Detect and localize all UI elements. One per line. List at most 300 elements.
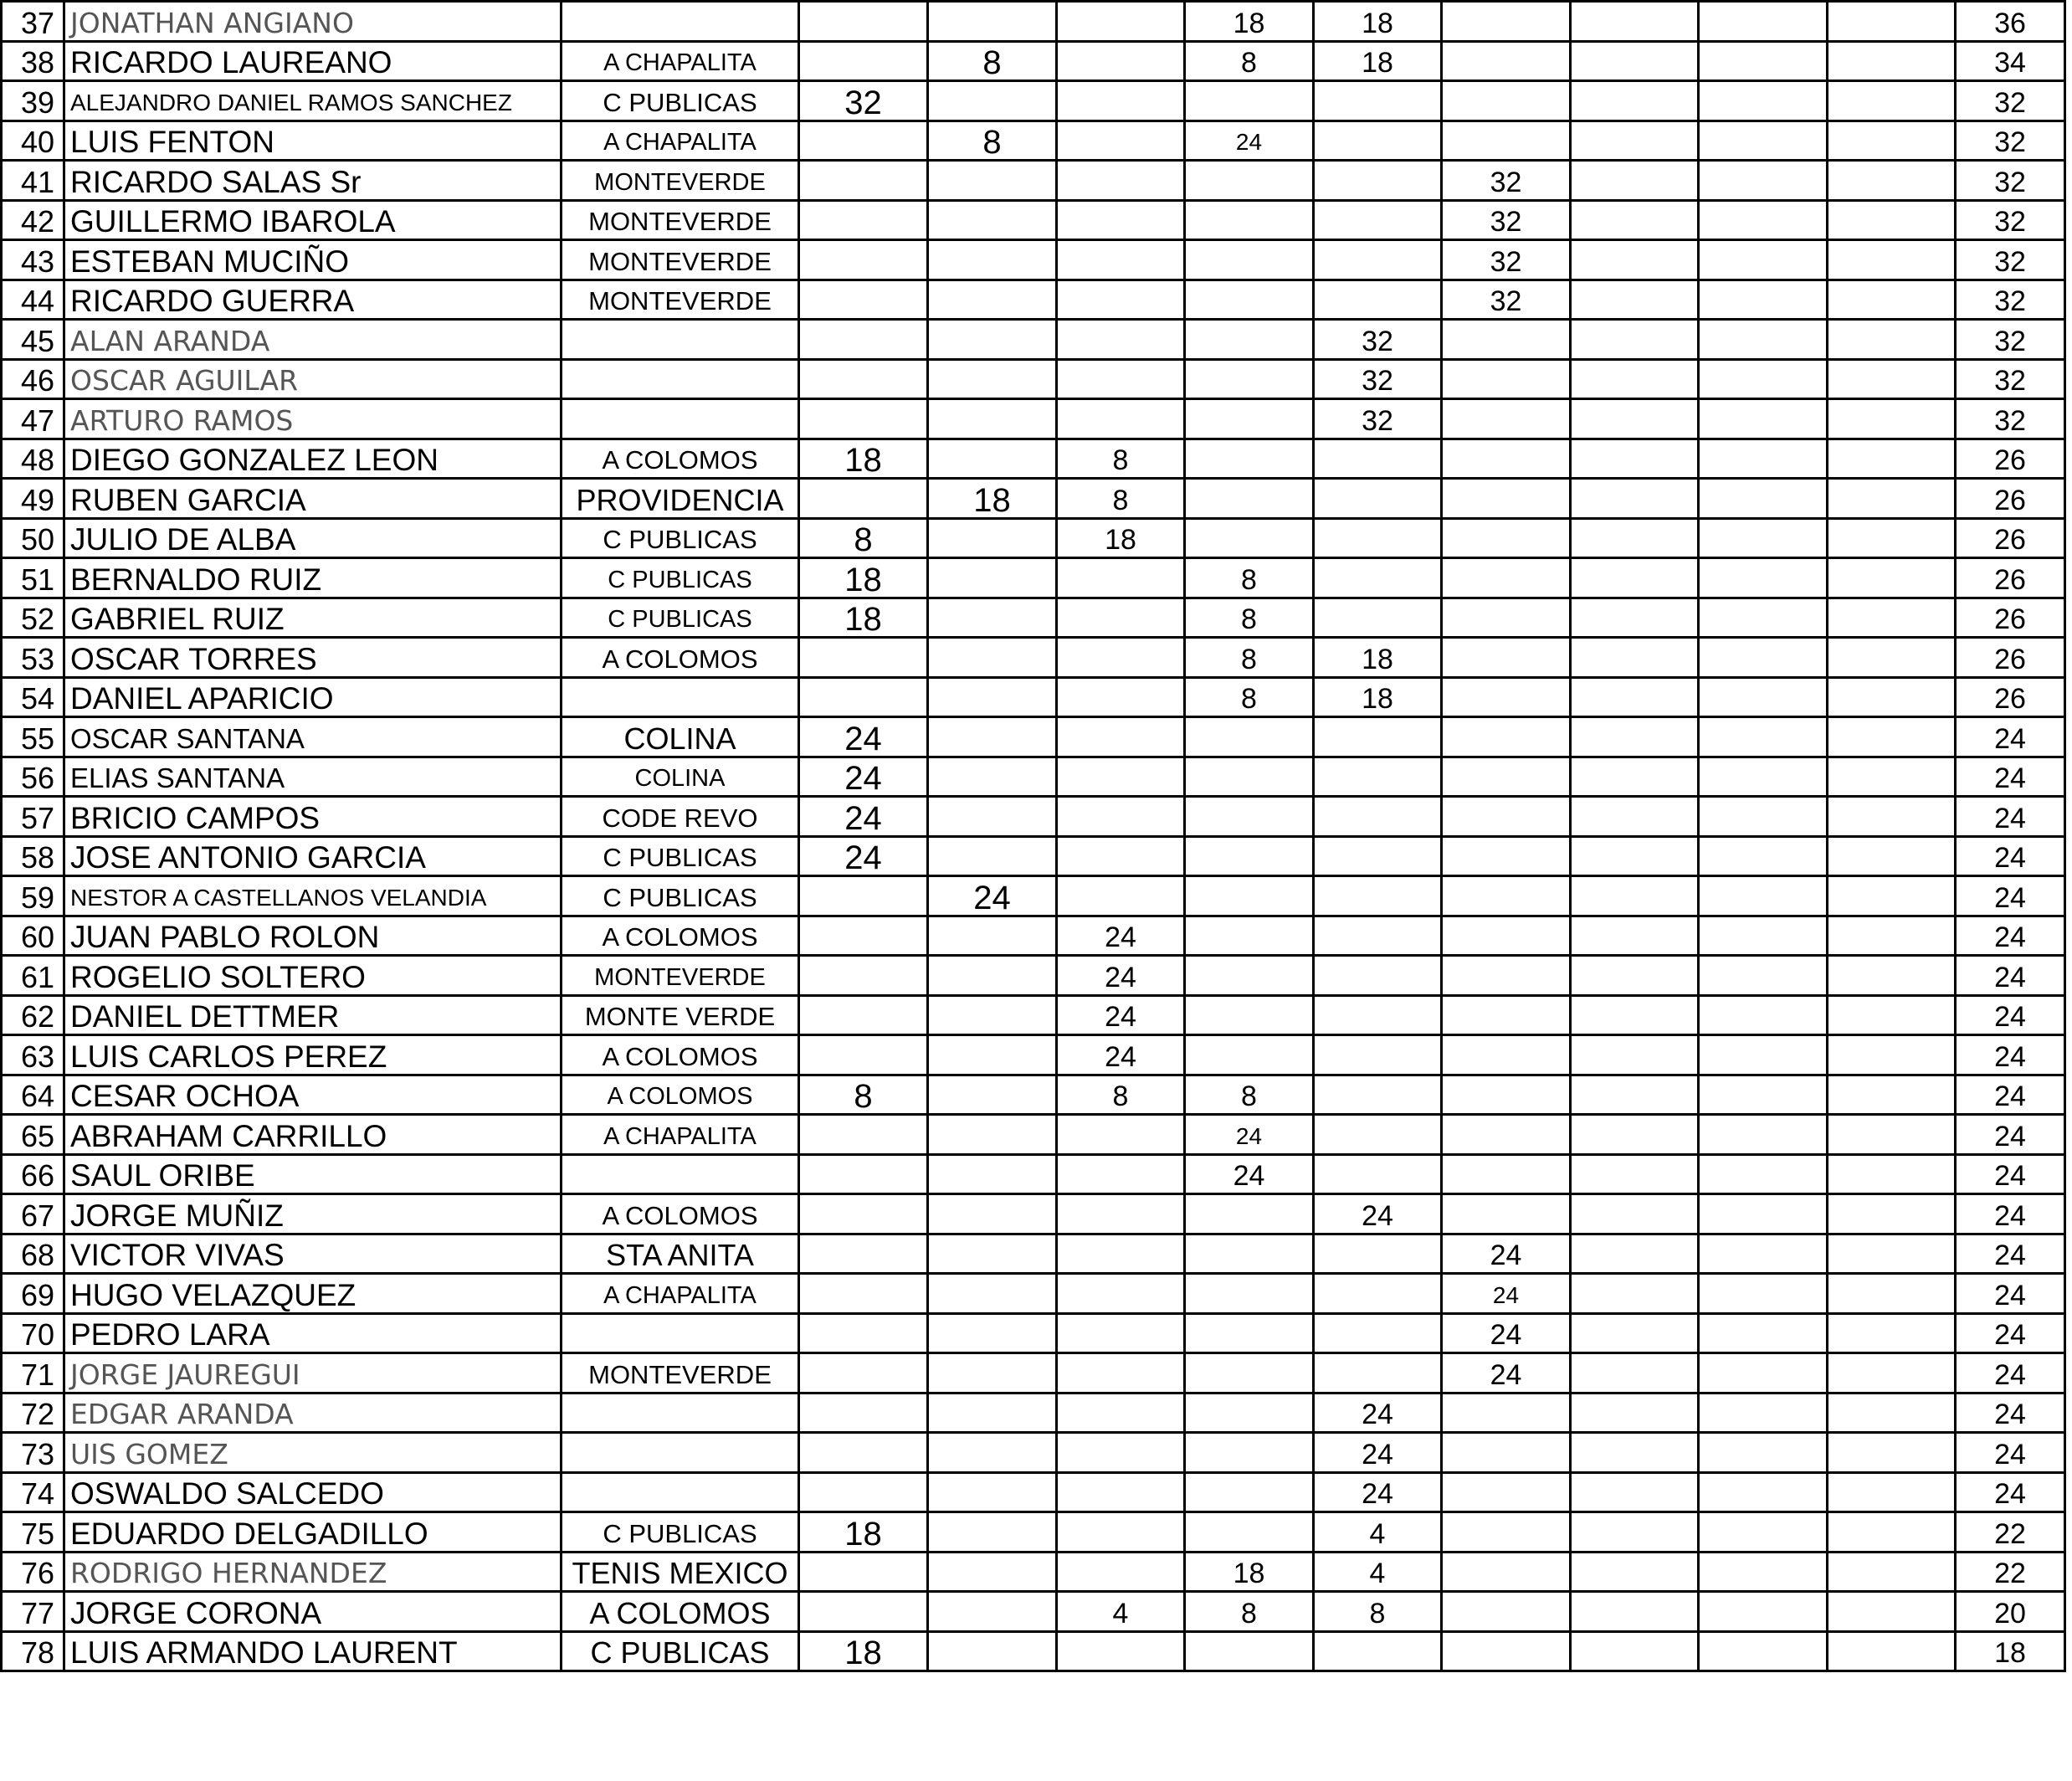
player-name-cell: ESTEBAN MUCIÑO bbox=[64, 240, 562, 280]
tournament-points-cell-2 bbox=[928, 1154, 1057, 1194]
tournament-points-cell-4 bbox=[1185, 797, 1314, 837]
tournament-points-cell-7 bbox=[1571, 399, 1699, 439]
table-row bbox=[2, 1154, 2065, 1194]
tournament-points-cell-1 bbox=[799, 1552, 928, 1592]
total-points-cell: 24 bbox=[1956, 1075, 2065, 1115]
tournament-points-cell-1: 24 bbox=[799, 836, 928, 876]
tournament-points-cell-8 bbox=[1699, 717, 1828, 757]
tournament-points-cell-2: 24 bbox=[928, 876, 1057, 916]
table-row bbox=[2, 956, 2065, 996]
tournament-points-cell-5 bbox=[1314, 280, 1442, 320]
player-name-cell: HUGO VELAZQUEZ bbox=[64, 1274, 562, 1314]
ranking-rows bbox=[2, 2, 2065, 1671]
tournament-points-cell-9 bbox=[1828, 1274, 1956, 1314]
tournament-points-cell-2 bbox=[928, 1552, 1057, 1592]
tournament-points-cell-6 bbox=[1442, 2, 1571, 42]
tournament-points-cell-7 bbox=[1571, 1592, 1699, 1632]
rank-cell: 61 bbox=[2, 956, 64, 996]
tournament-points-cell-9 bbox=[1828, 439, 1956, 479]
total-points-cell: 32 bbox=[1956, 81, 2065, 121]
tournament-points-cell-3: 18 bbox=[1057, 518, 1185, 558]
tournament-points-cell-7 bbox=[1571, 995, 1699, 1035]
tournament-points-cell-9 bbox=[1828, 320, 1956, 360]
total-points-cell: 24 bbox=[1956, 717, 2065, 757]
tournament-points-cell-9 bbox=[1828, 1313, 1956, 1353]
tournament-points-cell-9 bbox=[1828, 479, 1956, 519]
tournament-points-cell-6 bbox=[1442, 1075, 1571, 1115]
table-row bbox=[2, 836, 2065, 876]
tournament-points-cell-4 bbox=[1185, 1393, 1314, 1433]
table-row bbox=[2, 598, 2065, 638]
total-points-cell: 24 bbox=[1956, 1313, 2065, 1353]
tournament-points-cell-7 bbox=[1571, 1154, 1699, 1194]
tournament-points-cell-7 bbox=[1571, 161, 1699, 201]
tournament-points-cell-4 bbox=[1185, 161, 1314, 201]
player-name-cell: RICARDO LAUREANO bbox=[64, 41, 562, 81]
tournament-points-cell-9 bbox=[1828, 677, 1956, 717]
player-name-cell: JORGE CORONA bbox=[64, 1592, 562, 1632]
tournament-points-cell-4 bbox=[1185, 1353, 1314, 1393]
tournament-points-cell-5 bbox=[1314, 876, 1442, 916]
tournament-points-cell-3 bbox=[1057, 121, 1185, 161]
tournament-points-cell-2 bbox=[928, 757, 1057, 797]
tournament-points-cell-8 bbox=[1699, 1115, 1828, 1155]
tournament-points-cell-3 bbox=[1057, 757, 1185, 797]
player-name-cell: JUAN PABLO ROLON bbox=[64, 916, 562, 956]
tournament-points-cell-1 bbox=[799, 956, 928, 996]
tournament-points-cell-8 bbox=[1699, 1274, 1828, 1314]
tournament-points-cell-2 bbox=[928, 956, 1057, 996]
rank-cell: 53 bbox=[2, 638, 64, 678]
tournament-points-cell-4 bbox=[1185, 479, 1314, 519]
tournament-points-cell-1: 18 bbox=[799, 1512, 928, 1553]
tournament-points-cell-3 bbox=[1057, 1552, 1185, 1592]
tournament-points-cell-3 bbox=[1057, 797, 1185, 837]
tournament-points-cell-8 bbox=[1699, 1393, 1828, 1433]
tournament-points-cell-2 bbox=[928, 677, 1057, 717]
club-cell: A COLOMOS bbox=[562, 1592, 799, 1632]
rank-cell: 63 bbox=[2, 1035, 64, 1075]
tournament-points-cell-9 bbox=[1828, 1552, 1956, 1592]
tournament-points-cell-9 bbox=[1828, 1194, 1956, 1234]
tournament-points-cell-5 bbox=[1314, 836, 1442, 876]
tournament-points-cell-3 bbox=[1057, 41, 1185, 81]
tournament-points-cell-7 bbox=[1571, 2, 1699, 42]
club-cell: C PUBLICAS bbox=[562, 598, 799, 638]
rank-cell: 56 bbox=[2, 757, 64, 797]
total-points-cell: 32 bbox=[1956, 121, 2065, 161]
tournament-points-cell-4 bbox=[1185, 1433, 1314, 1473]
tournament-points-cell-3 bbox=[1057, 598, 1185, 638]
rank-cell: 39 bbox=[2, 81, 64, 121]
table-row bbox=[2, 797, 2065, 837]
club-cell: PROVIDENCIA bbox=[562, 479, 799, 519]
table-row bbox=[2, 2, 2065, 42]
tournament-points-cell-5 bbox=[1314, 956, 1442, 996]
table-row bbox=[2, 1075, 2065, 1115]
tournament-points-cell-5: 4 bbox=[1314, 1512, 1442, 1553]
tournament-points-cell-4 bbox=[1185, 717, 1314, 757]
player-name-cell: OSCAR TORRES bbox=[64, 638, 562, 678]
tournament-points-cell-6: 24 bbox=[1442, 1353, 1571, 1393]
player-name-cell: RODRIGO HERNANDEZ bbox=[64, 1552, 562, 1592]
tournament-points-cell-4 bbox=[1185, 1512, 1314, 1553]
total-points-cell: 32 bbox=[1956, 200, 2065, 240]
tournament-points-cell-8 bbox=[1699, 1512, 1828, 1553]
tournament-points-cell-1 bbox=[799, 995, 928, 1035]
tournament-points-cell-1: 8 bbox=[799, 1075, 928, 1115]
tournament-points-cell-8 bbox=[1699, 558, 1828, 598]
tournament-points-cell-3: 8 bbox=[1057, 479, 1185, 519]
rank-cell: 60 bbox=[2, 916, 64, 956]
tournament-points-cell-7 bbox=[1571, 1274, 1699, 1314]
tournament-points-cell-3 bbox=[1057, 717, 1185, 757]
tournament-points-cell-9 bbox=[1828, 1075, 1956, 1115]
tournament-points-cell-7 bbox=[1571, 81, 1699, 121]
tournament-points-cell-4: 8 bbox=[1185, 1592, 1314, 1632]
club-cell: MONTEVERDE bbox=[562, 200, 799, 240]
tournament-points-cell-7 bbox=[1571, 1552, 1699, 1592]
tournament-points-cell-3 bbox=[1057, 1472, 1185, 1512]
club-cell: COLINA bbox=[562, 717, 799, 757]
player-name-cell: RICARDO SALAS Sr bbox=[64, 161, 562, 201]
table-row bbox=[2, 1512, 2065, 1553]
player-name-cell: PEDRO LARA bbox=[64, 1313, 562, 1353]
tournament-points-cell-9 bbox=[1828, 717, 1956, 757]
tournament-points-cell-2 bbox=[928, 1075, 1057, 1115]
rank-cell: 73 bbox=[2, 1433, 64, 1473]
tournament-points-cell-7 bbox=[1571, 916, 1699, 956]
tournament-points-cell-6: 24 bbox=[1442, 1274, 1571, 1314]
tournament-points-cell-7 bbox=[1571, 359, 1699, 399]
tournament-points-cell-2 bbox=[928, 1194, 1057, 1234]
tournament-points-cell-5 bbox=[1314, 161, 1442, 201]
tournament-points-cell-1 bbox=[799, 1353, 928, 1393]
tournament-points-cell-7 bbox=[1571, 1035, 1699, 1075]
table-row bbox=[2, 439, 2065, 479]
tournament-points-cell-2 bbox=[928, 598, 1057, 638]
tournament-points-cell-4: 8 bbox=[1185, 558, 1314, 598]
tournament-points-cell-7 bbox=[1571, 956, 1699, 996]
tournament-points-cell-9 bbox=[1828, 876, 1956, 916]
tournament-points-cell-9 bbox=[1828, 121, 1956, 161]
rank-cell: 74 bbox=[2, 1472, 64, 1512]
tournament-points-cell-3 bbox=[1057, 1234, 1185, 1274]
tournament-points-cell-6 bbox=[1442, 41, 1571, 81]
tournament-points-cell-5: 24 bbox=[1314, 1194, 1442, 1234]
table-row bbox=[2, 1194, 2065, 1234]
total-points-cell: 32 bbox=[1956, 240, 2065, 280]
tournament-points-cell-4 bbox=[1185, 916, 1314, 956]
tournament-points-cell-9 bbox=[1828, 956, 1956, 996]
club-cell: C PUBLICAS bbox=[562, 1631, 799, 1671]
tournament-points-cell-5 bbox=[1314, 81, 1442, 121]
tournament-points-cell-1 bbox=[799, 320, 928, 360]
tournament-points-cell-2 bbox=[928, 2, 1057, 42]
tournament-points-cell-3: 24 bbox=[1057, 1035, 1185, 1075]
tournament-points-cell-9 bbox=[1828, 836, 1956, 876]
tournament-points-cell-7 bbox=[1571, 121, 1699, 161]
player-name-cell: EDUARDO DELGADILLO bbox=[64, 1512, 562, 1553]
tournament-points-cell-5 bbox=[1314, 558, 1442, 598]
total-points-cell: 24 bbox=[1956, 956, 2065, 996]
tournament-points-cell-2 bbox=[928, 200, 1057, 240]
tournament-points-cell-8 bbox=[1699, 1035, 1828, 1075]
tournament-points-cell-4 bbox=[1185, 81, 1314, 121]
tournament-points-cell-4 bbox=[1185, 1035, 1314, 1075]
tournament-points-cell-6 bbox=[1442, 359, 1571, 399]
tournament-points-cell-7 bbox=[1571, 1472, 1699, 1512]
rank-cell: 41 bbox=[2, 161, 64, 201]
tournament-points-cell-5 bbox=[1314, 1075, 1442, 1115]
tournament-points-cell-1: 24 bbox=[799, 717, 928, 757]
table-row bbox=[2, 121, 2065, 161]
tournament-points-cell-7 bbox=[1571, 1353, 1699, 1393]
tournament-points-cell-4: 8 bbox=[1185, 1075, 1314, 1115]
tournament-points-cell-2 bbox=[928, 1274, 1057, 1314]
tournament-points-cell-4 bbox=[1185, 1313, 1314, 1353]
tournament-points-cell-3 bbox=[1057, 1393, 1185, 1433]
tournament-points-cell-8 bbox=[1699, 757, 1828, 797]
tournament-points-cell-7 bbox=[1571, 876, 1699, 916]
club-cell bbox=[562, 399, 799, 439]
player-name-cell: CESAR OCHOA bbox=[64, 1075, 562, 1115]
tournament-points-cell-9 bbox=[1828, 1234, 1956, 1274]
rank-cell: 46 bbox=[2, 359, 64, 399]
tournament-points-cell-4: 24 bbox=[1185, 1154, 1314, 1194]
tournament-points-cell-2 bbox=[928, 359, 1057, 399]
rank-cell: 37 bbox=[2, 2, 64, 42]
tournament-points-cell-5: 32 bbox=[1314, 399, 1442, 439]
tournament-points-cell-1 bbox=[799, 161, 928, 201]
tournament-points-cell-1 bbox=[799, 1115, 928, 1155]
total-points-cell: 22 bbox=[1956, 1552, 2065, 1592]
rank-cell: 66 bbox=[2, 1154, 64, 1194]
player-name-cell: ROGELIO SOLTERO bbox=[64, 956, 562, 996]
tournament-points-cell-7 bbox=[1571, 280, 1699, 320]
club-cell bbox=[562, 1472, 799, 1512]
tournament-points-cell-3 bbox=[1057, 359, 1185, 399]
tournament-points-cell-1: 32 bbox=[799, 81, 928, 121]
tournament-points-cell-1 bbox=[799, 1433, 928, 1473]
rank-cell: 59 bbox=[2, 876, 64, 916]
tournament-points-cell-3 bbox=[1057, 836, 1185, 876]
tournament-points-cell-3 bbox=[1057, 200, 1185, 240]
tournament-points-cell-5 bbox=[1314, 439, 1442, 479]
player-name-cell: JONATHAN ANGIANO bbox=[64, 2, 562, 42]
tournament-points-cell-9 bbox=[1828, 1035, 1956, 1075]
table-row bbox=[2, 1433, 2065, 1473]
player-name-cell: DIEGO GONZALEZ LEON bbox=[64, 439, 562, 479]
tournament-points-cell-2 bbox=[928, 320, 1057, 360]
player-name-cell: RICARDO GUERRA bbox=[64, 280, 562, 320]
rank-cell: 52 bbox=[2, 598, 64, 638]
tournament-points-cell-1: 8 bbox=[799, 518, 928, 558]
tournament-points-cell-1 bbox=[799, 479, 928, 519]
tournament-points-cell-8 bbox=[1699, 399, 1828, 439]
tournament-points-cell-4: 24 bbox=[1185, 121, 1314, 161]
table-row bbox=[2, 1631, 2065, 1671]
club-cell bbox=[562, 1393, 799, 1433]
total-points-cell: 24 bbox=[1956, 797, 2065, 837]
tournament-points-cell-5: 8 bbox=[1314, 1592, 1442, 1632]
tournament-points-cell-9 bbox=[1828, 1433, 1956, 1473]
tournament-points-cell-9 bbox=[1828, 797, 1956, 837]
tournament-points-cell-6: 32 bbox=[1442, 200, 1571, 240]
tournament-points-cell-7 bbox=[1571, 757, 1699, 797]
table-row bbox=[2, 1313, 2065, 1353]
tournament-points-cell-1 bbox=[799, 1393, 928, 1433]
table-row bbox=[2, 1274, 2065, 1314]
tournament-points-cell-3 bbox=[1057, 161, 1185, 201]
table-row bbox=[2, 280, 2065, 320]
tournament-points-cell-8 bbox=[1699, 1154, 1828, 1194]
tournament-points-cell-8 bbox=[1699, 1592, 1828, 1632]
player-name-cell: BRICIO CAMPOS bbox=[64, 797, 562, 837]
table-row bbox=[2, 1472, 2065, 1512]
tournament-points-cell-4: 18 bbox=[1185, 2, 1314, 42]
table-row bbox=[2, 1353, 2065, 1393]
player-name-cell: UIS GOMEZ bbox=[64, 1433, 562, 1473]
tournament-points-cell-8 bbox=[1699, 1472, 1828, 1512]
tournament-points-cell-5: 18 bbox=[1314, 677, 1442, 717]
tournament-points-cell-6: 24 bbox=[1442, 1313, 1571, 1353]
tournament-points-cell-6 bbox=[1442, 1154, 1571, 1194]
rank-cell: 72 bbox=[2, 1393, 64, 1433]
tournament-points-cell-8 bbox=[1699, 797, 1828, 837]
tournament-points-cell-3 bbox=[1057, 558, 1185, 598]
tournament-points-cell-3: 4 bbox=[1057, 1592, 1185, 1632]
total-points-cell: 24 bbox=[1956, 1154, 2065, 1194]
tournament-points-cell-9 bbox=[1828, 280, 1956, 320]
tournament-points-cell-6 bbox=[1442, 995, 1571, 1035]
club-cell: MONTEVERDE bbox=[562, 280, 799, 320]
tournament-points-cell-9 bbox=[1828, 995, 1956, 1035]
tournament-points-cell-2: 8 bbox=[928, 41, 1057, 81]
tournament-points-cell-2 bbox=[928, 1353, 1057, 1393]
table-row bbox=[2, 200, 2065, 240]
table-row bbox=[2, 638, 2065, 678]
tournament-points-cell-9 bbox=[1828, 1631, 1956, 1671]
total-points-cell: 24 bbox=[1956, 836, 2065, 876]
table-row bbox=[2, 558, 2065, 598]
tournament-points-cell-3: 24 bbox=[1057, 916, 1185, 956]
tournament-points-cell-9 bbox=[1828, 359, 1956, 399]
tournament-points-cell-7 bbox=[1571, 558, 1699, 598]
rank-cell: 62 bbox=[2, 995, 64, 1035]
tournament-points-cell-9 bbox=[1828, 200, 1956, 240]
table-row bbox=[2, 1234, 2065, 1274]
club-cell: STA ANITA bbox=[562, 1234, 799, 1274]
table-row bbox=[2, 359, 2065, 399]
tournament-points-cell-6 bbox=[1442, 836, 1571, 876]
tournament-points-cell-6 bbox=[1442, 1393, 1571, 1433]
rank-cell: 38 bbox=[2, 41, 64, 81]
tournament-points-cell-7 bbox=[1571, 1194, 1699, 1234]
tournament-points-cell-2 bbox=[928, 1234, 1057, 1274]
total-points-cell: 24 bbox=[1956, 1115, 2065, 1155]
tournament-points-cell-8 bbox=[1699, 518, 1828, 558]
table-row bbox=[2, 81, 2065, 121]
total-points-cell: 24 bbox=[1956, 1353, 2065, 1393]
tournament-points-cell-3 bbox=[1057, 1274, 1185, 1314]
tournament-points-cell-2: 8 bbox=[928, 121, 1057, 161]
rank-cell: 71 bbox=[2, 1353, 64, 1393]
player-name-cell: ABRAHAM CARRILLO bbox=[64, 1115, 562, 1155]
tournament-points-cell-5 bbox=[1314, 1154, 1442, 1194]
player-name-cell: ALEJANDRO DANIEL RAMOS SANCHEZ bbox=[64, 81, 562, 121]
tournament-points-cell-2 bbox=[928, 240, 1057, 280]
tournament-points-cell-7 bbox=[1571, 41, 1699, 81]
tournament-points-cell-2 bbox=[928, 439, 1057, 479]
tournament-points-cell-7 bbox=[1571, 1234, 1699, 1274]
tournament-points-cell-8 bbox=[1699, 200, 1828, 240]
total-points-cell: 34 bbox=[1956, 41, 2065, 81]
club-cell: A COLOMOS bbox=[562, 439, 799, 479]
club-cell: COLINA bbox=[562, 757, 799, 797]
tournament-points-cell-1 bbox=[799, 121, 928, 161]
player-name-cell: NESTOR A CASTELLANOS VELANDIA bbox=[64, 876, 562, 916]
total-points-cell: 26 bbox=[1956, 638, 2065, 678]
tournament-points-cell-7 bbox=[1571, 1115, 1699, 1155]
tournament-points-cell-4: 8 bbox=[1185, 638, 1314, 678]
tournament-points-cell-5 bbox=[1314, 1313, 1442, 1353]
club-cell: C PUBLICAS bbox=[562, 518, 799, 558]
rank-cell: 49 bbox=[2, 479, 64, 519]
club-cell: A CHAPALITA bbox=[562, 1115, 799, 1155]
player-name-cell: ALAN ARANDA bbox=[64, 320, 562, 360]
player-name-cell: OSCAR SANTANA bbox=[64, 717, 562, 757]
tournament-points-cell-9 bbox=[1828, 558, 1956, 598]
tournament-points-cell-9 bbox=[1828, 161, 1956, 201]
tournament-points-cell-3: 24 bbox=[1057, 995, 1185, 1035]
table-row bbox=[2, 995, 2065, 1035]
rank-cell: 65 bbox=[2, 1115, 64, 1155]
tournament-points-cell-2 bbox=[928, 717, 1057, 757]
tournament-points-cell-2 bbox=[928, 1592, 1057, 1632]
rank-cell: 76 bbox=[2, 1552, 64, 1592]
tournament-points-cell-4 bbox=[1185, 518, 1314, 558]
tournament-points-cell-4 bbox=[1185, 320, 1314, 360]
tournament-points-cell-4 bbox=[1185, 439, 1314, 479]
club-cell bbox=[562, 2, 799, 42]
club-cell: A COLOMOS bbox=[562, 1194, 799, 1234]
tournament-points-cell-5: 4 bbox=[1314, 1552, 1442, 1592]
tournament-points-cell-4 bbox=[1185, 200, 1314, 240]
tournament-points-cell-6 bbox=[1442, 598, 1571, 638]
club-cell: C PUBLICAS bbox=[562, 876, 799, 916]
tournament-points-cell-4 bbox=[1185, 836, 1314, 876]
total-points-cell: 24 bbox=[1956, 1433, 2065, 1473]
tournament-points-cell-6 bbox=[1442, 1035, 1571, 1075]
tournament-points-cell-8 bbox=[1699, 638, 1828, 678]
tournament-points-cell-7 bbox=[1571, 200, 1699, 240]
player-name-cell: DANIEL DETTMER bbox=[64, 995, 562, 1035]
table-row bbox=[2, 876, 2065, 916]
rank-cell: 78 bbox=[2, 1631, 64, 1671]
tournament-points-cell-7 bbox=[1571, 797, 1699, 837]
tournament-points-cell-6 bbox=[1442, 677, 1571, 717]
tournament-points-cell-8 bbox=[1699, 1075, 1828, 1115]
tournament-points-cell-5: 24 bbox=[1314, 1433, 1442, 1473]
tournament-points-cell-3 bbox=[1057, 638, 1185, 678]
tournament-points-cell-5: 18 bbox=[1314, 41, 1442, 81]
tournament-points-cell-9 bbox=[1828, 757, 1956, 797]
tournament-points-cell-7 bbox=[1571, 1393, 1699, 1433]
tournament-points-cell-8 bbox=[1699, 1552, 1828, 1592]
tournament-points-cell-4 bbox=[1185, 956, 1314, 996]
tournament-points-cell-6 bbox=[1442, 1115, 1571, 1155]
